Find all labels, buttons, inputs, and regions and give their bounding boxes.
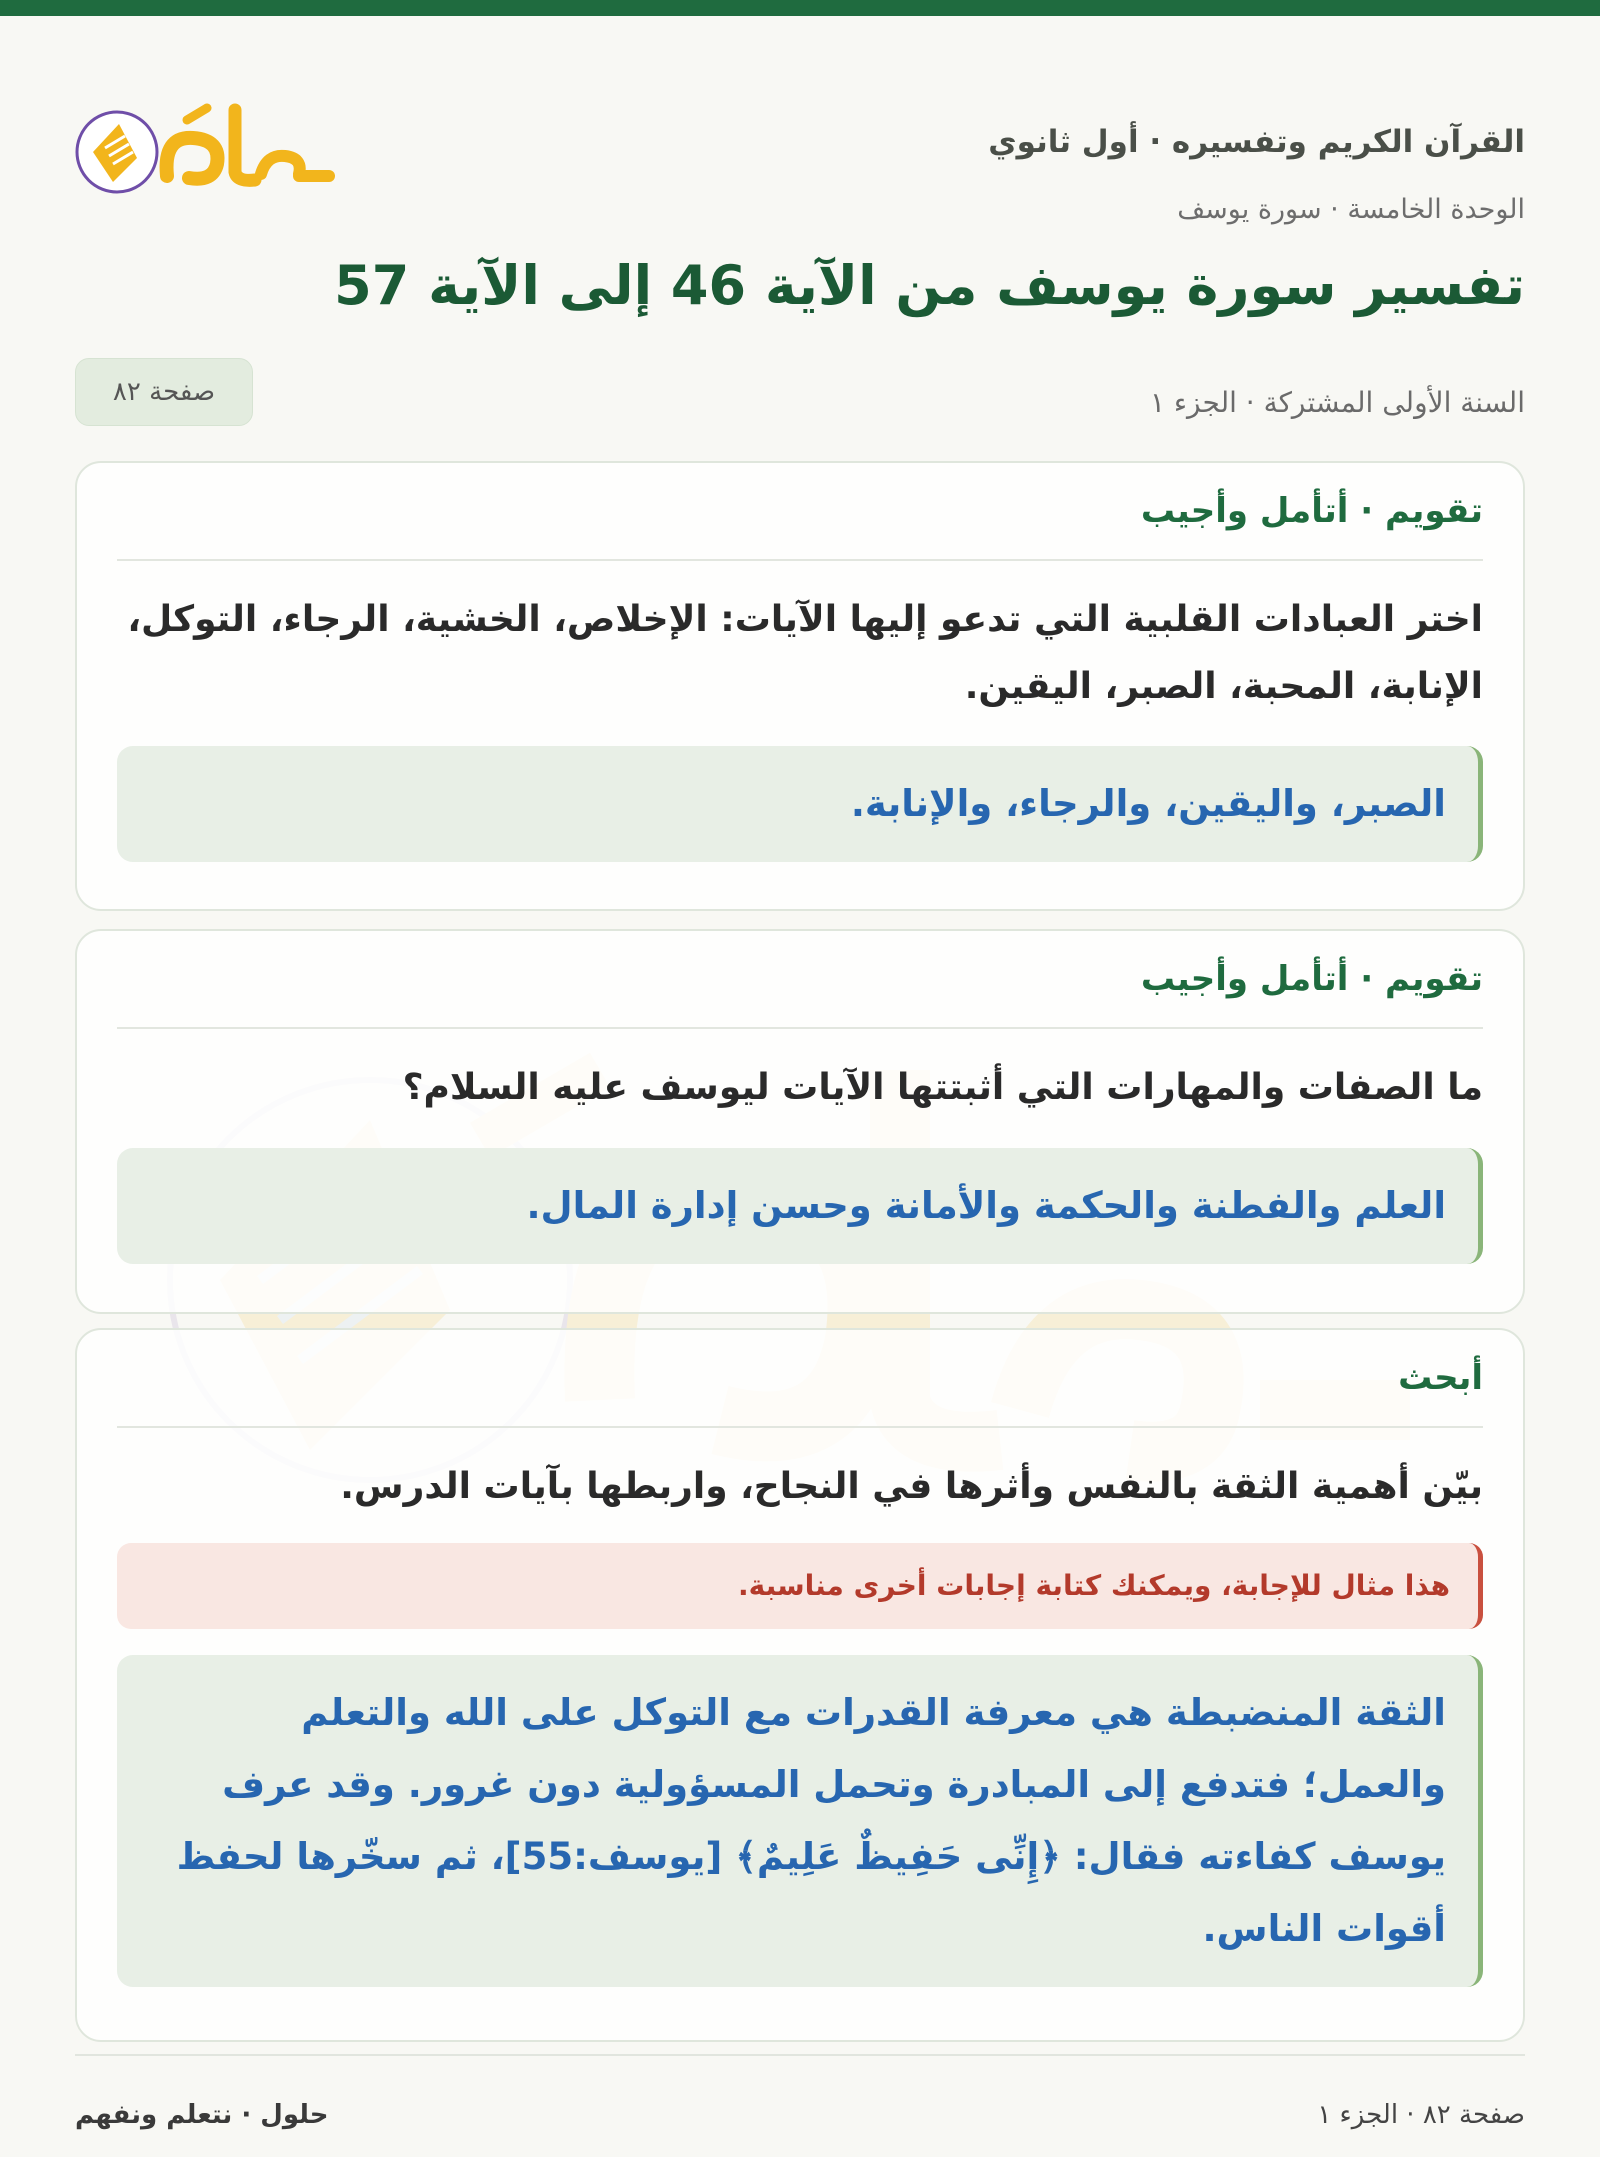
footer-page-info: صفحة ٨٢ · الجزء ١ xyxy=(1317,2100,1525,2130)
question-text: بيّن أهمية الثقة بالنفس وأثرها في النجاح، واربطها بآيات الدرس. xyxy=(340,1466,1483,1507)
question-text: اختر العبادات القلبية التي تدعو إليها الآيات: الإخلاص، الخشية، الرجاء، التوكل، الإنابة، المحبة، الصبر، اليقين. xyxy=(127,599,1483,707)
card-heading: تقويم · أتأمل وأجيب xyxy=(117,463,1483,561)
card-heading: أبحث xyxy=(117,1330,1483,1428)
page-badge: صفحة ٨٢ xyxy=(75,358,253,426)
top-accent-bar xyxy=(0,0,1600,16)
exercise-card-2 xyxy=(75,929,1525,1314)
sample-answer-note: هذا مثال للإجابة، ويمكنك كتابة إجابات أخرى مناسبة. xyxy=(117,1543,1483,1629)
breadcrumb: الوحدة الخامسة · سورة يوسف xyxy=(1177,194,1525,225)
exercise-card-1 xyxy=(75,461,1525,911)
grade-meta: السنة الأولى المشتركة · الجزء ١ xyxy=(1149,386,1525,419)
course-title: القرآن الكريم وتفسيره · أول ثانوي xyxy=(988,124,1525,160)
question-text: ما الصفات والمهارات التي أثبتتها الآيات ليوسف عليه السلام؟ xyxy=(402,1067,1483,1108)
card-heading: تقويم · أتأمل وأجيب xyxy=(117,931,1483,1029)
brand-logo[interactable] xyxy=(75,96,335,206)
footer xyxy=(75,2054,1525,2130)
research-card xyxy=(75,1328,1525,2042)
footer-brand: حلول · نتعلم ونفهم xyxy=(75,2100,329,2130)
page-title: تفسير سورة يوسف من الآية 46 إلى الآية 57 xyxy=(334,254,1525,317)
page xyxy=(75,16,1525,2157)
answer-box: الصبر، واليقين، والرجاء، والإنابة. xyxy=(117,746,1483,862)
header xyxy=(75,56,1525,196)
answer-box: الثقة المنضبطة هي معرفة القدرات مع التوكل على الله والتعلم والعمل؛ فتدفع إلى المبادرة وتحمل المسؤولية دون غرور. وقد عرف يوسف كفاءته فقال: ﴿إِنِّى حَفِيظٌ عَلِيمٌ﴾ [يوسف:55]، ثم سخّرها لحفظ أقوات الناس. xyxy=(117,1655,1483,1988)
answer-box: العلم والفطنة والحكمة والأمانة وحسن إدارة المال. xyxy=(117,1148,1483,1264)
